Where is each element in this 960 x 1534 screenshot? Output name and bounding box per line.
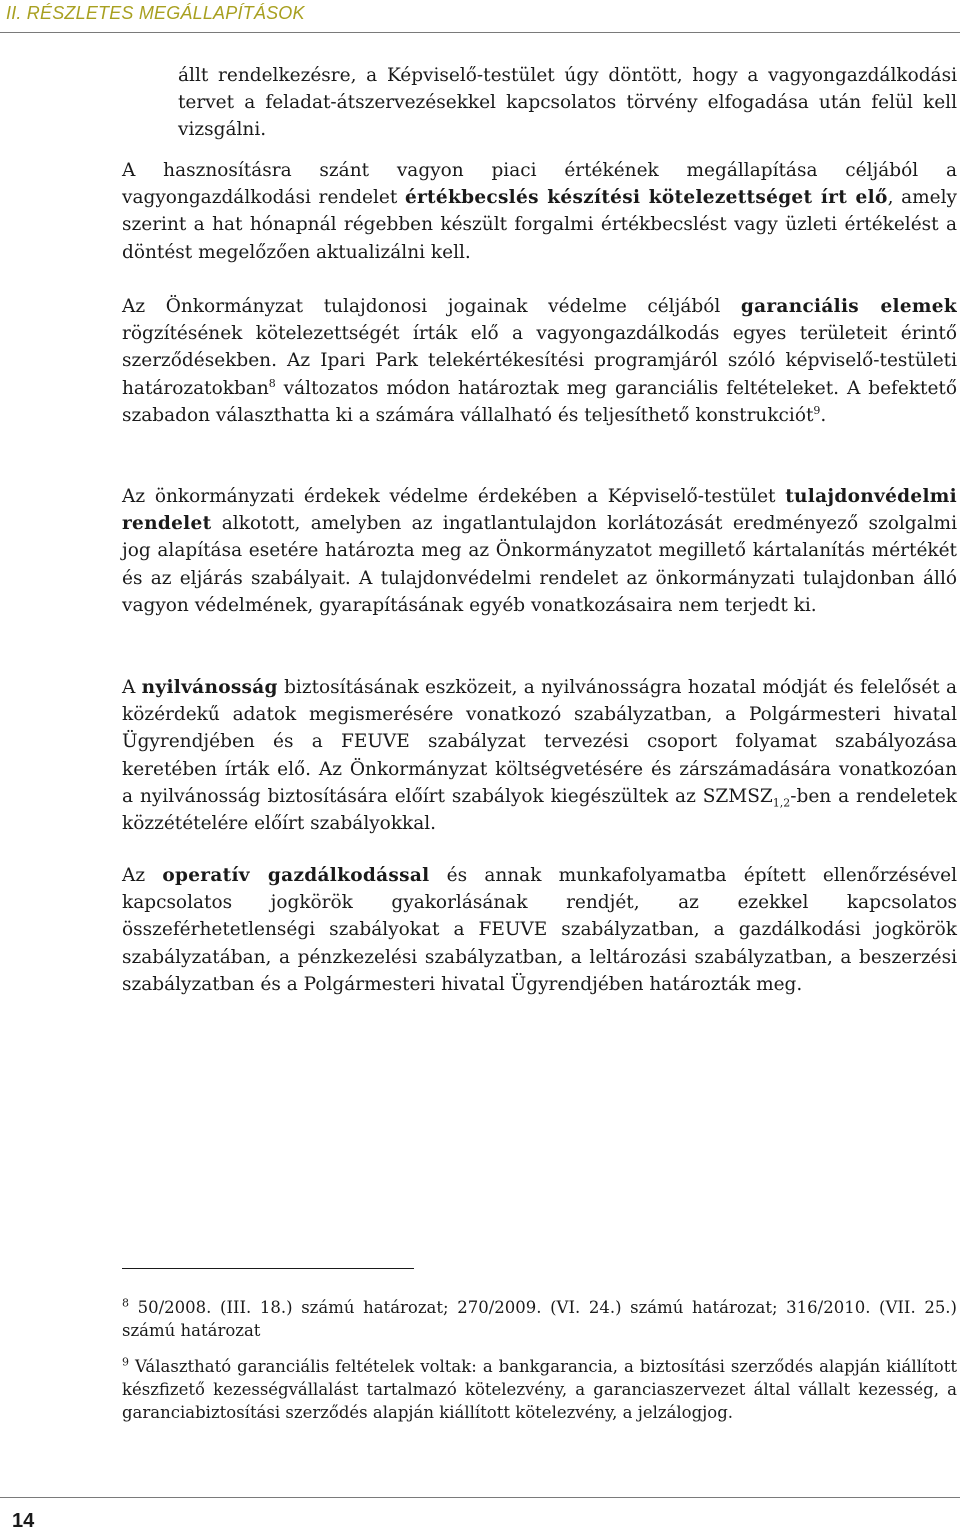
paragraph-text: Az Önkormányzat tulajdonosi jogainak védelme céljából — [122, 296, 741, 317]
paragraph-text: Az — [122, 865, 163, 886]
footnote-divider — [122, 1268, 414, 1269]
footnote-ref: 8 — [268, 376, 276, 390]
paragraph-text: állt rendelkezésre, a Képviselő-testület úgy döntött, hogy a vagyongazdálkodási tervet a feladat-átszervezésekkel kapcsolatos törvény elfogadása után felül kell vizsgálni. — [178, 65, 957, 141]
paragraph-text: , amely szerint a hat hónapnál régebben készült forgalmi értékbecslést vagy üzleti értékelést a döntést megelőzően aktualizálni kell. — [122, 187, 957, 263]
footer-divider — [0, 1497, 960, 1498]
page-number: 14 — [12, 1510, 35, 1532]
paragraph-valuation — [122, 157, 957, 266]
footnote-number: 9 — [122, 1355, 129, 1369]
paragraph-text: . — [820, 404, 827, 426]
footnote-ref: 9 — [813, 403, 821, 417]
paragraph-publicity — [122, 674, 957, 837]
emphasis: tulajdonvédelmi rendelet — [122, 486, 957, 535]
paragraph-text: -ben a rendeletek közzétételére előírt szabályokkal. — [122, 785, 958, 835]
paragraph-text: A hasznosításra szánt vagyon piaci értékének megállapítása céljából a vagyongazdálkodási rendelet — [122, 160, 957, 209]
paragraph-text: biztosításának eszközeit, a nyilvánosságra hozatal módját és felelősét a közérdekű adatok megismerésére vonatkozó szabályzatban, a Polgármesteri hivatal Ügyrendjében és a FEUVE szabályzat tervezési csoport folyamat szabályozása keretében írták elő. Az Önkormányzat költségvetésére és zárszámadására vonatkozóan a nyilvánosság biztosítására előírt szabályok kiegészültek az SZMSZ — [122, 677, 957, 807]
page-header — [0, 0, 960, 33]
paragraph-property-protection — [122, 483, 957, 619]
footnote-text: 50/2008. (III. 18.) számú határozat; 270/2009. (VI. 24.) számú határozat; 316/2010. (VII. 25.) számú határozat — [122, 1298, 957, 1340]
paragraph-operative-management — [122, 862, 957, 998]
footnote-number: 8 — [122, 1296, 129, 1310]
emphasis: operatív gazdálkodással — [162, 865, 430, 886]
footnote-text: Választható garanciális feltételek voltak: a bankgarancia, a biztosítási szerződés alapján kiállított készfizető kezességvállalást tartalmazó kötelezvény, a garanciaszervezet által vállalt kezesség, a garanciabiztosítási szerződés alapján kiállított kötelezvény, a jelzálogjog. — [122, 1357, 957, 1422]
paragraph-text: Az önkormányzati érdekek védelme érdekében a Képviselő-testület — [122, 486, 786, 507]
paragraph-text: A — [122, 677, 142, 698]
footnote-8 — [122, 1296, 957, 1342]
emphasis: garanciális elemek — [740, 296, 957, 317]
paragraph-guarantees — [122, 293, 957, 429]
footnote-9 — [122, 1355, 957, 1424]
paragraph-text: és annak munkafolyamatba épített ellenőrzésével kapcsolatos jogkörök gyakorlásának rendjét, az ezekkel kapcsolatos összeférhetetlenségi szabályokat a FEUVE szabályzatban, a gazdálkodási jogkörök szabályzatában, a pénzkezelési szabályzatban, a leltározási szabályzatban, a beszerzési szabályzatban és a Polgármesteri hivatal Ügyrendjében határozták meg. — [122, 865, 958, 995]
section-title: II. RÉSZLETES MEGÁLLAPÍTÁSOK — [6, 3, 305, 23]
paragraph-text: változatos módon határoztak meg garanciális feltételeket. A befektető szabadon választhatta ki a számára vállalható és teljesíthető konstrukciót — [122, 377, 957, 426]
paragraph-text: alkotott, amelyben az ingatlantulajdon korlátozását eredményező szolgalmi jog alapítása esetére határozta meg az Önkormányzatot megillető kártalanítás mértékét és az eljárás szabályait. A tulajdonvédelmi rendelet az önkormányzati tulajdonban álló vagyon védelmének, gyarapításának egyéb vonatkozásaira nem terjedt ki. — [122, 513, 957, 616]
paragraph-intro — [178, 62, 957, 144]
emphasis: nyilvánosság — [141, 677, 278, 698]
emphasis: értékbecslés készítési kötelezettséget írt elő — [404, 187, 888, 209]
subscript: 1,2 — [772, 796, 791, 810]
paragraph-text: rögzítésének kötelezettségét írták elő a vagyongazdálkodás egyes területeit érintő szerződésekben. Az Ipari Park telekértékesítési programjáról szóló képviselő-testületi határozatokban — [122, 323, 957, 399]
